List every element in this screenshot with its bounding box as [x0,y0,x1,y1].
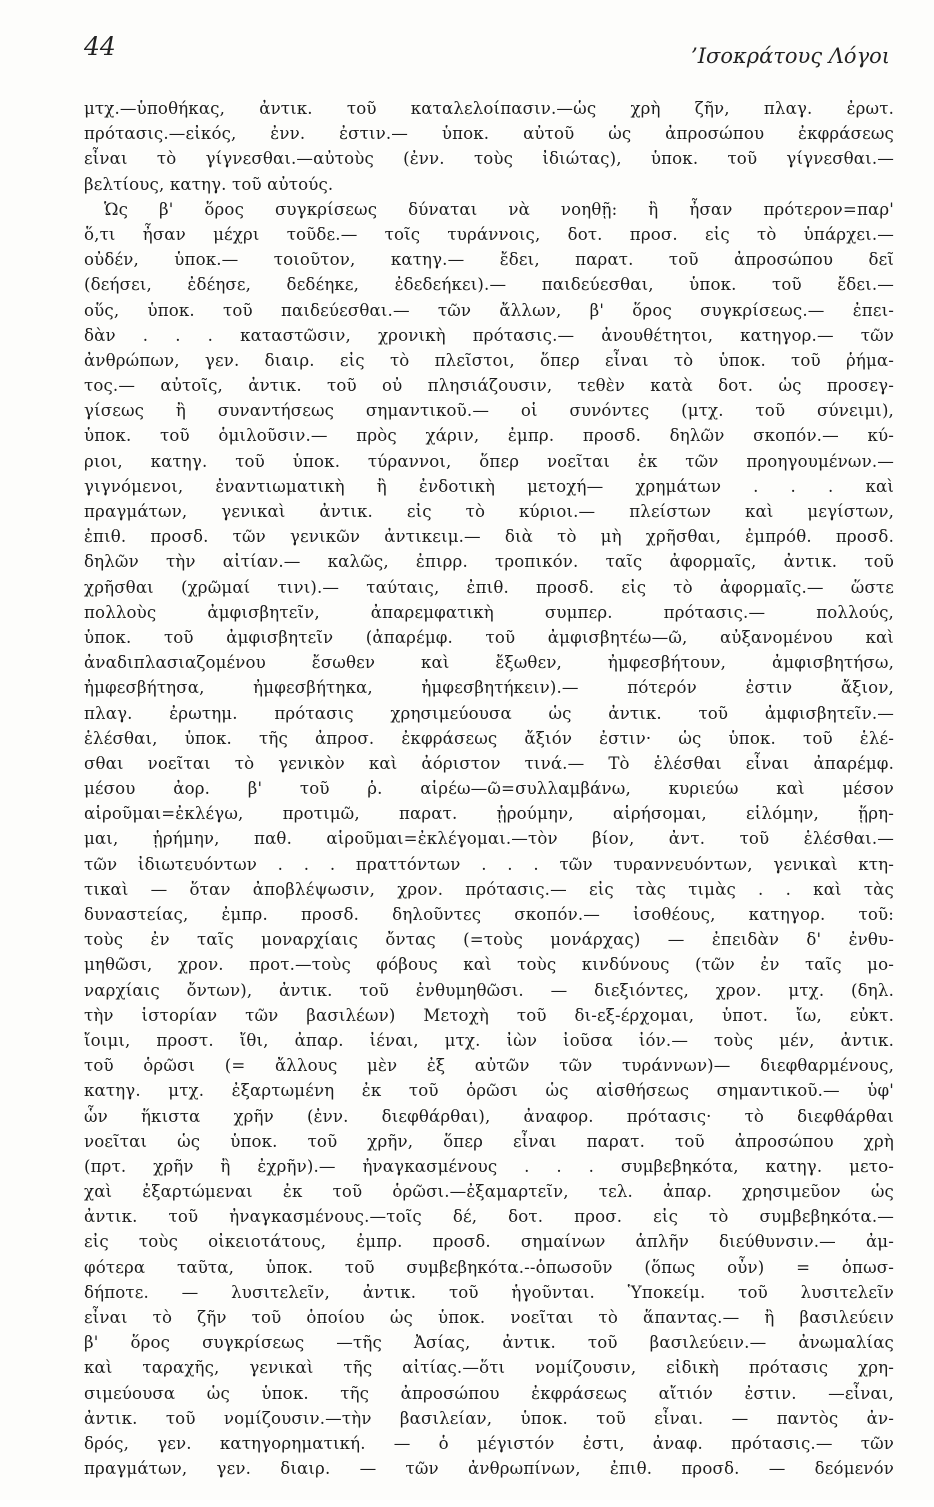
text-line: ἀνθρώπων, γεν. διαιρ. εἰς τὸ πλεῖστοι, ὅπερ εἶναι τὸ ὑποκ. τοῦ ῥήμα- [84,350,894,370]
text-line: πολλοὺς ἀμφισβητεῖν, ἀπαρεμφατικὴ συμπερ. πρότασις.— πολλούς, [84,602,894,622]
text-line: νοεῖται ὡς ὑποκ. τοῦ χρῆν, ὅπερ εἶναι παρατ. τοῦ ἀπροσώπου χρὴ [84,1131,894,1151]
text-line: ἴοιμι, προστ. ἴθι, ἀπαρ. ἰέναι, μτχ. ἰὼν ἰοῦσα ἰόν.— τοὺς μέν, ἀντικ. [84,1030,894,1050]
text-line: (δεήσει, ἐδέησε, δεδέηκε, ἐδεδεήκει).— παιδεύεσθαι, ὑποκ. τοῦ ἔδει.— [84,275,894,295]
text-line: εἰς τοὺς οἰκειοτάτους, ἐμπρ. προσδ. σημαίνων ἁπλῆν διεύθυνσιν.— ἀμ- [84,1232,894,1252]
text-line: μέσου ἀορ. β' τοῦ ῥ. αἱρέω—ῶ=συλλαμβάνω, κυριεύω καὶ μέσον [84,779,894,799]
page-number: 44 [84,32,116,61]
text-line [84,1481,894,1506]
text-line: δὰν . . . καταστῶσιν, χρονικὴ πρότασις.— ἀνουθέτητοι, κατηγορ.— τῶν [84,325,894,345]
text-line: οὕς, ὑποκ. τοῦ παιδεύεσθαι.— τῶν ἄλλων, β' ὅρος συγκρίσεως.— ἐπει- [84,300,894,320]
text-line: οὐδέν, ὑποκ.— τοιοῦτον, κατηγ.— ἔδει, παρατ. τοῦ ἀπροσώπου δεῖ [84,250,894,270]
text-line: γίσεως ἢ συναντήσεως σημαντικοῦ.— οἱ συνόντες (μτχ. τοῦ σύνειμι), [84,401,894,421]
text-line: ἀναδιπλασιαζομένου ἔσωθεν καὶ ἔξωθεν, ἠμφεσβήτουν, ἀμφισβητήσω, [84,653,894,673]
text-line: ἀντικ. τοῦ νομίζουσιν.—τὴν βασιλείαν, ὑποκ. τοῦ εἶναι. — παντὸς ἀν- [84,1408,894,1428]
text-line: δηλῶν τὴν αἰτίαν.— καλῶς, ἐπιρρ. τροπικόν. ταῖς ἀφορμαῖς, ἀντικ. τοῦ [84,552,894,572]
text-line: τοῦ ὁρῶσι (= ἄλλους μὲν ἐξ αὐτῶν τῶν τυράννων)— διεφθαρμένους, [84,1056,894,1076]
text-line: δήποτε. — λυσιτελεῖν, ἀντικ. τοῦ ἡγοῦνται. Ὑποκείμ. τοῦ λυσιτελεῖν [84,1282,894,1302]
text-line: βελτίους, κατηγ. τοῦ αὐτούς. [84,174,334,194]
text-line: ἠμφεσβήτησα, ἠμφεσβήτηκα, ἠμφεσβητήκειν).— πότερόν ἐστιν ἄξιον, [84,678,894,698]
text-line: ὑποκ. τοῦ ἀμφισβητεῖν (ἀπαρέμφ. τοῦ ἀμφισβητέω—ῶ, αὐξανομένου καὶ [84,627,894,647]
text-line: πραγμάτων, γεν. διαιρ. — τῶν ἀνθρωπίνων, ἐπιθ. προσδ. — δεόμενόν [84,1459,894,1479]
text-line: φότερα ταῦτα, ὑποκ. τοῦ συμβεβηκότα.--ὁπωσοῦν (ὅπως οὖν) = ὁπωσ- [84,1257,894,1277]
running-title: ’Ισοκράτους Λόγοι [691,44,890,68]
text-line: ὑποκ. τοῦ ὁμιλοῦσιν.— πρὸς χάριν, ἐμπρ. προσδ. δηλῶν σκοπόν.— κύ- [84,426,894,446]
text-line: τος.— αὐτοῖς, ἀντικ. τοῦ οὐ πλησιάζουσιν, τεθὲν κατὰ δοτ. ὡς προσεγ- [84,376,894,396]
text-line: δρός, γεν. κατηγορηματική. — ὁ μέγιστόν ἐστι, ἀναφ. πρότασις.— τῶν [84,1433,894,1453]
text-line: χαὶ ἐξαρτώμεναι ἐκ τοῦ ὁρῶσι.—ἐξαμαρτεῖν, τελ. ἀπαρ. χρησιμεῦον ὡς [84,1182,894,1202]
text-line: τοὺς ἐν ταῖς μοναρχίαις ὄντας (=τοὺς μονάρχας) — ἐπειδὰν δ' ἐνθυ- [84,930,894,950]
text-line: ριοι, κατηγ. τοῦ ὑποκ. τύραννοι, ὅπερ νοεῖται ἐκ τῶν προηγουμένων.— [84,451,894,471]
text-line: πρότασις.—εἰκός, ἐνν. ἐστιν.— ὑποκ. αὐτοῦ ὡς ἀπροσώπου ἐκφράσεως [84,124,894,144]
text-line: ὧν ἥκιστα χρῆν (ἐνν. διεφθάρθαι), ἀναφορ. πρότασις· τὸ διεφθάρθαι [84,1106,894,1126]
text-line: ἑλέσθαι, ὑποκ. τῆς ἀπροσ. ἐκφράσεως ἄξιόν ἐστιν· ὡς ὑποκ. τοῦ ἑλέ- [84,728,894,748]
text-line: ναρχίαις ὄντων), ἀντικ. τοῦ ἐνθυμηθῶσι. — διεξιόντες, χρον. μτχ. (δηλ. [84,980,894,1000]
text-line: ἀντικ. τοῦ ἠναγκασμένους.—τοῖς δέ, δοτ. προσ. εἰς τὸ συμβεβηκότα.— [84,1207,894,1227]
commentary-text [84,96,894,1507]
text-line: εἶναι τὸ ζῆν τοῦ ὁποίου ὡς ὑποκ. νοεῖται τὸ ἅπαντας.— ἢ βασιλεύειν [84,1308,894,1327]
text-line: μτχ.—ὑποθήκας, ἀντικ. τοῦ καταλελοίπασιν.—ὡς χρὴ ζῆν, πλαγ. ἐρωτ. [84,99,894,118]
text-line: πλαγ. ἐρωτημ. πρότασις χρησιμεύουσα ὡς ἀντικ. τοῦ ἀμφισβητεῖν.— [84,703,894,723]
text-line: κατηγ. μτχ. ἐξαρτωμένη ἐκ τοῦ ὁρῶσι ὡς αἰσθήσεως σημαντικοῦ.— ὑφ' [84,1081,894,1101]
text-line: δυναστείας, ἐμπρ. προσδ. δηλοῦντες σκοπόν.— ἰσοθέους, κατηγορ. τοῦ: [84,905,894,924]
text-line: ἐπιθ. προσδ. τῶν γενικῶν ἀντικειμ.— διὰ τὸ μὴ χρῆσθαι, ἐμπρόθ. προσδ. [84,527,894,547]
text-line: (πρτ. χρῆν ἢ ἐχρῆν).— ἠναγκασμένους . . . συμβεβηκότα, κατηγ. μετο- [84,1156,894,1176]
text-line: τῶν ἰδιωτευόντων . . . πραττόντων . . . τῶν τυραννευόντων, γενικαὶ κτη- [84,854,894,874]
page-header [84,32,890,72]
text-line: γιγνόμενοι, ἐναντιωματικὴ ἢ ἐνδοτικὴ μετοχή— χρημάτων . . . καὶ [84,476,894,496]
text-line: μαι, ᾑρήμην, παθ. αἱροῦμαι=ἐκλέγομαι.—τὸν βίον, ἀντ. τοῦ ἑλέσθαι.— [84,829,894,849]
text-line: καὶ ταραχῆς, γενικαὶ τῆς αἰτίας.—ὅτι νομίζουσιν, εἰδικὴ πρότασις χρη- [84,1358,894,1378]
text-line: τικαὶ — ὅταν ἀποβλέψωσιν, χρον. πρότασις.— εἰς τὰς τιμὰς . . καὶ τὰς [84,879,894,899]
text-line: αἱροῦμαι=ἐκλέγω, προτιμῶ, παρατ. ᾑρούμην, αἱρήσομαι, εἱλόμην, ᾕρη- [84,804,894,824]
text-line: πραγμάτων, γενικαὶ ἀντικ. εἰς τὸ κύριοι.— πλείστων καὶ μεγίστων, [84,502,894,521]
text-line: β' ὅρος συγκρίσεως —τῆς Ἀσίας, ἀντικ. τοῦ βασιλεύειν.— ἀνωμαλίας [84,1333,894,1353]
text-line: χρῆσθαι (χρῶμαί τινι).— ταύταις, ἐπιθ. προσδ. εἰς τὸ ἀφορμαῖς.— ὥστε [84,577,894,597]
text-line: ὅ,τι ἦσαν μέχρι τοῦδε.— τοῖς τυράννοις, δοτ. προσ. εἰς τὸ ὑπάρχει.— [84,224,894,244]
text-line: σιμεύουσα ὡς ὑποκ. τῆς ἀπροσώπου ἐκφράσεως αἴτιόν ἐστιν. —εἶναι, [84,1383,894,1403]
text-line: μηθῶσι, χρον. προτ.—τοὺς φόβους καὶ τοὺς κινδύνους (τῶν ἐν ταῖς μο- [84,955,894,975]
text-line: εἶναι τὸ γίγνεσθαι.—αὐτοὺς (ἐνν. τοὺς ἰδιώτας), ὑποκ. τοῦ γίγνεσθαι.— [84,149,894,169]
text-line: Ὡς β' ὅρος συγκρίσεως δύναται νὰ νοηθῇ: ἢ ἦσαν πρότερον=παρ' [104,199,894,219]
text-line: τὴν ἱστορίαν τῶν βασιλέων) Μετοχὴ τοῦ δι-εξ-έρχομαι, ὑποτ. ἴω, εὐκτ. [84,1005,894,1025]
text-line: σθαι νοεῖται τὸ γενικὸν καὶ ἀόριστον τινά.— Τὸ ἑλέσθαι εἶναι ἀπαρέμφ. [84,753,894,773]
